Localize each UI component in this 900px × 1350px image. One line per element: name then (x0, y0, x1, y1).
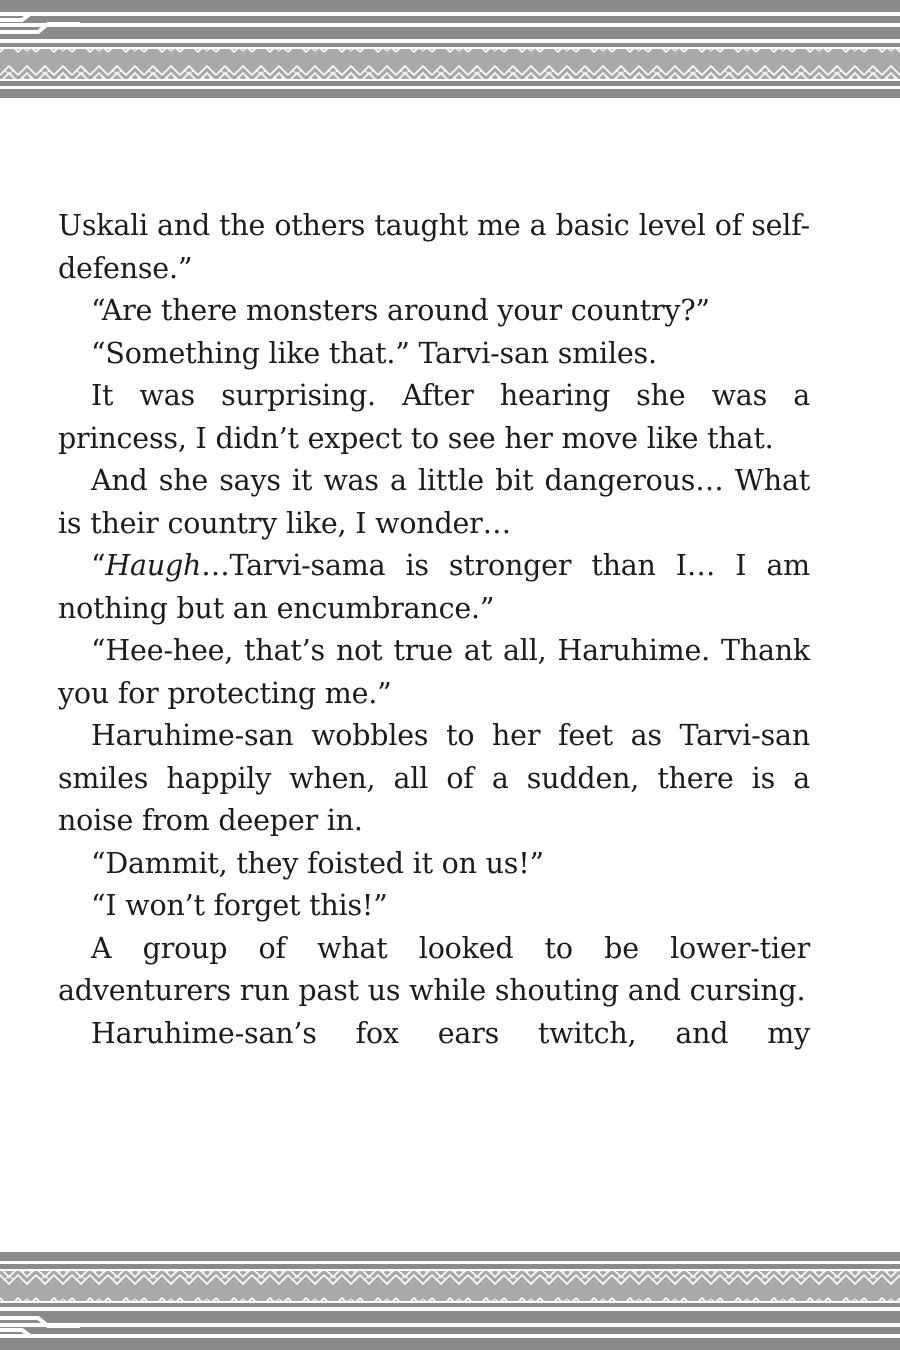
paragraph: A group of what looked to be lower-tier adventurers run past us while shouting and cursing. (58, 931, 810, 1007)
open-quote: “ (91, 549, 106, 582)
paragraph-rest: …Tarvi-sama is stronger than I… I am nothing but an encumbrance.” (58, 549, 810, 625)
page-text (58, 205, 810, 1055)
paragraph: Haruhime-san’s fox ears twitch, and my (91, 1016, 810, 1050)
paragraph: Uskali and the others taught me a basic level of self-defense.” (58, 209, 810, 285)
paragraph: “Hee-hee, that’s not true at all, Haruhime. Thank you for protecting me.” (58, 634, 810, 710)
paragraph: It was surprising. After hearing she was a princess, I didn’t expect to see her move like that. (58, 379, 810, 455)
italic-interjection: Haugh (105, 549, 202, 582)
top-border-ornament (0, 0, 900, 98)
paragraph: “Something like that.” Tarvi-san smiles. (91, 336, 657, 370)
bottom-border-ornament (0, 1252, 900, 1350)
paragraph: “Are there monsters around your country?” (91, 294, 710, 327)
paragraph: “Dammit, they foisted it on us!” (91, 846, 544, 880)
paragraph: And she says it was a little bit dangerous… What is their country like, I wonder… (58, 464, 810, 540)
paragraph: “I won’t forget this!” (91, 889, 388, 922)
paragraph (58, 545, 810, 630)
paragraph: Haruhime-san wobbles to her feet as Tarvi-san smiles happily when, all of a sudden, there is a noise from deeper in. (58, 719, 810, 837)
